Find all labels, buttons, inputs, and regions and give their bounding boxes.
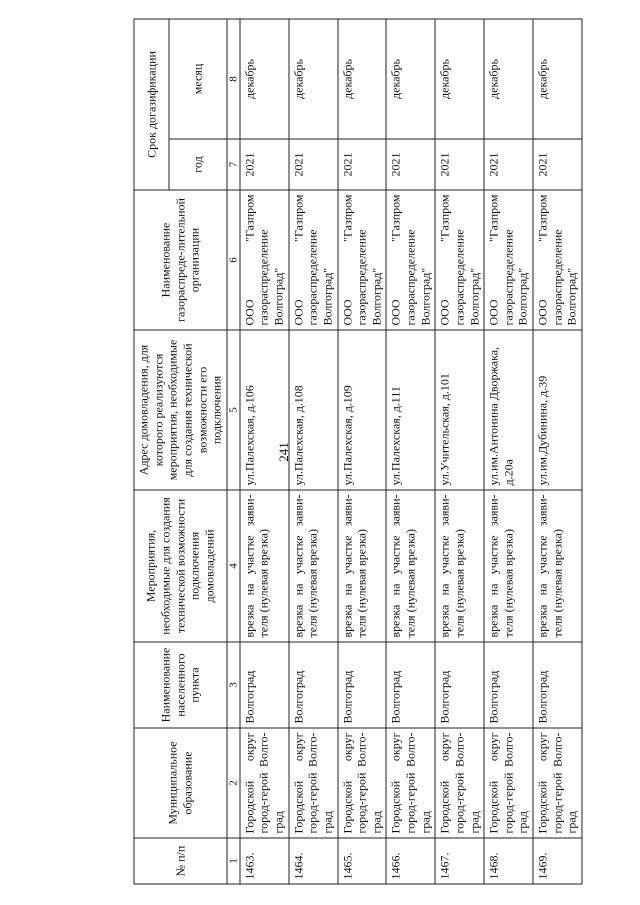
table-row: [239, 19, 288, 884]
header-year: год: [168, 139, 226, 190]
measures-cell: врезка на участке заяви-теля (нулевая врезка): [337, 490, 386, 642]
org-cell: ООО "Газпром газораспределение Волгоград": [386, 190, 435, 330]
header-settlement: Наименование населенного пункта: [134, 642, 227, 728]
address-cell: ул.им.Дубинина, д.39: [533, 330, 582, 490]
municipality-cell: Городской округ город-герой Волго-град: [533, 728, 582, 838]
header-municipality: Муниципальное образование: [134, 728, 227, 838]
settlement-cell: Волгоград: [484, 642, 533, 728]
month-cell: декабрь: [435, 19, 484, 139]
column-number: 8: [226, 19, 239, 139]
column-number: 4: [226, 490, 239, 642]
municipality-cell: Городской округ город-герой Волго-град: [484, 728, 533, 838]
address-cell: ул.Палехская, д.111: [386, 330, 435, 490]
header-month: месяц: [168, 19, 226, 139]
municipality-cell: Городской округ город-герой Волго-град: [288, 728, 337, 838]
settlement-cell: Волгоград: [239, 642, 288, 728]
org-cell: ООО "Газпром газораспределение Волгоград": [484, 190, 533, 330]
settlement-cell: Волгоград: [288, 642, 337, 728]
measures-cell: врезка на участке заяви-теля (нулевая врезка): [288, 490, 337, 642]
address-cell: ул.Палехская, д.108: [288, 330, 337, 490]
table-row: [337, 19, 386, 884]
measures-cell: врезка на участке заяви-теля (нулевая врезка): [435, 490, 484, 642]
org-cell: ООО "Газпром газораспределение Волгоград": [337, 190, 386, 330]
row-number: 1464.: [288, 838, 337, 884]
row-number: 1465.: [337, 838, 386, 884]
column-number: 3: [226, 642, 239, 728]
row-number: 1467.: [435, 838, 484, 884]
address-cell: ул.Палехская, д.109: [337, 330, 386, 490]
table-row: [484, 19, 533, 884]
month-cell: декабрь: [337, 19, 386, 139]
month-cell: декабрь: [386, 19, 435, 139]
year-cell: 2021: [288, 139, 337, 190]
org-cell: ООО "Газпром газораспределение Волгоград": [288, 190, 337, 330]
municipality-cell: Городской округ город-герой Волго-град: [435, 728, 484, 838]
year-cell: 2021: [435, 139, 484, 190]
table-row: [435, 19, 484, 884]
header-measures: Мероприятия, необходимые для создания технической возможности подключения домовладений: [134, 490, 227, 642]
table-row: [288, 19, 337, 884]
year-cell: 2021: [386, 139, 435, 190]
month-cell: декабрь: [533, 19, 582, 139]
table-row: [533, 19, 582, 884]
header-term: Срок догазификации: [134, 19, 169, 190]
column-number: 2: [226, 728, 239, 838]
table-body: [239, 19, 581, 884]
address-cell: ул.Учительская, д.101: [435, 330, 484, 490]
address-cell: ул.Палехская, д.106: [239, 330, 288, 490]
header-num: № п/п: [134, 838, 227, 884]
row-number: 1469.: [533, 838, 582, 884]
column-number: 1: [226, 838, 239, 884]
year-cell: 2021: [484, 139, 533, 190]
org-cell: ООО "Газпром газораспределение Волгоград": [533, 190, 582, 330]
rotated-table-wrapper: [133, 20, 579, 885]
month-cell: декабрь: [239, 19, 288, 139]
settlement-cell: Волгоград: [533, 642, 582, 728]
municipality-cell: Городской округ город-герой Волго-град: [239, 728, 288, 838]
measures-cell: врезка на участке заяви-теля (нулевая врезка): [386, 490, 435, 642]
settlement-cell: Волгоград: [435, 642, 484, 728]
year-cell: 2021: [239, 139, 288, 190]
column-number: 6: [226, 190, 239, 330]
row-number: 1466.: [386, 838, 435, 884]
column-number: 7: [226, 139, 239, 190]
year-cell: 2021: [337, 139, 386, 190]
measures-cell: врезка на участке заяви-теля (нулевая врезка): [239, 490, 288, 642]
settlement-cell: Волгоград: [386, 642, 435, 728]
org-cell: ООО "Газпром газораспределение Волгоград": [239, 190, 288, 330]
month-cell: декабрь: [288, 19, 337, 139]
address-cell: ул.им.Антонина Дворжака, д.20а: [484, 330, 533, 490]
column-number-row: [226, 19, 239, 884]
page-number: 241: [276, 442, 291, 462]
municipality-cell: Городской округ город-герой Волго-град: [337, 728, 386, 838]
month-cell: декабрь: [484, 19, 533, 139]
settlement-cell: Волгоград: [337, 642, 386, 728]
year-cell: 2021: [533, 139, 582, 190]
org-cell: ООО "Газпром газораспределение Волгоград": [435, 190, 484, 330]
header-org: Наименование газораспреде-лительной организации: [134, 190, 227, 330]
column-number: 5: [226, 330, 239, 490]
table-row: [386, 19, 435, 884]
measures-cell: врезка на участке заяви-теля (нулевая врезка): [533, 490, 582, 642]
row-number: 1468.: [484, 838, 533, 884]
municipality-cell: Городской округ город-герой Волго-град: [386, 728, 435, 838]
row-number: 1463.: [239, 838, 288, 884]
header-address: Адрес домовладения, для которого реализуются мероприятия, необходимые для создания технической возможности его подключения: [134, 330, 227, 490]
gasification-table: [133, 18, 582, 884]
measures-cell: врезка на участке заяви-теля (нулевая врезка): [484, 490, 533, 642]
